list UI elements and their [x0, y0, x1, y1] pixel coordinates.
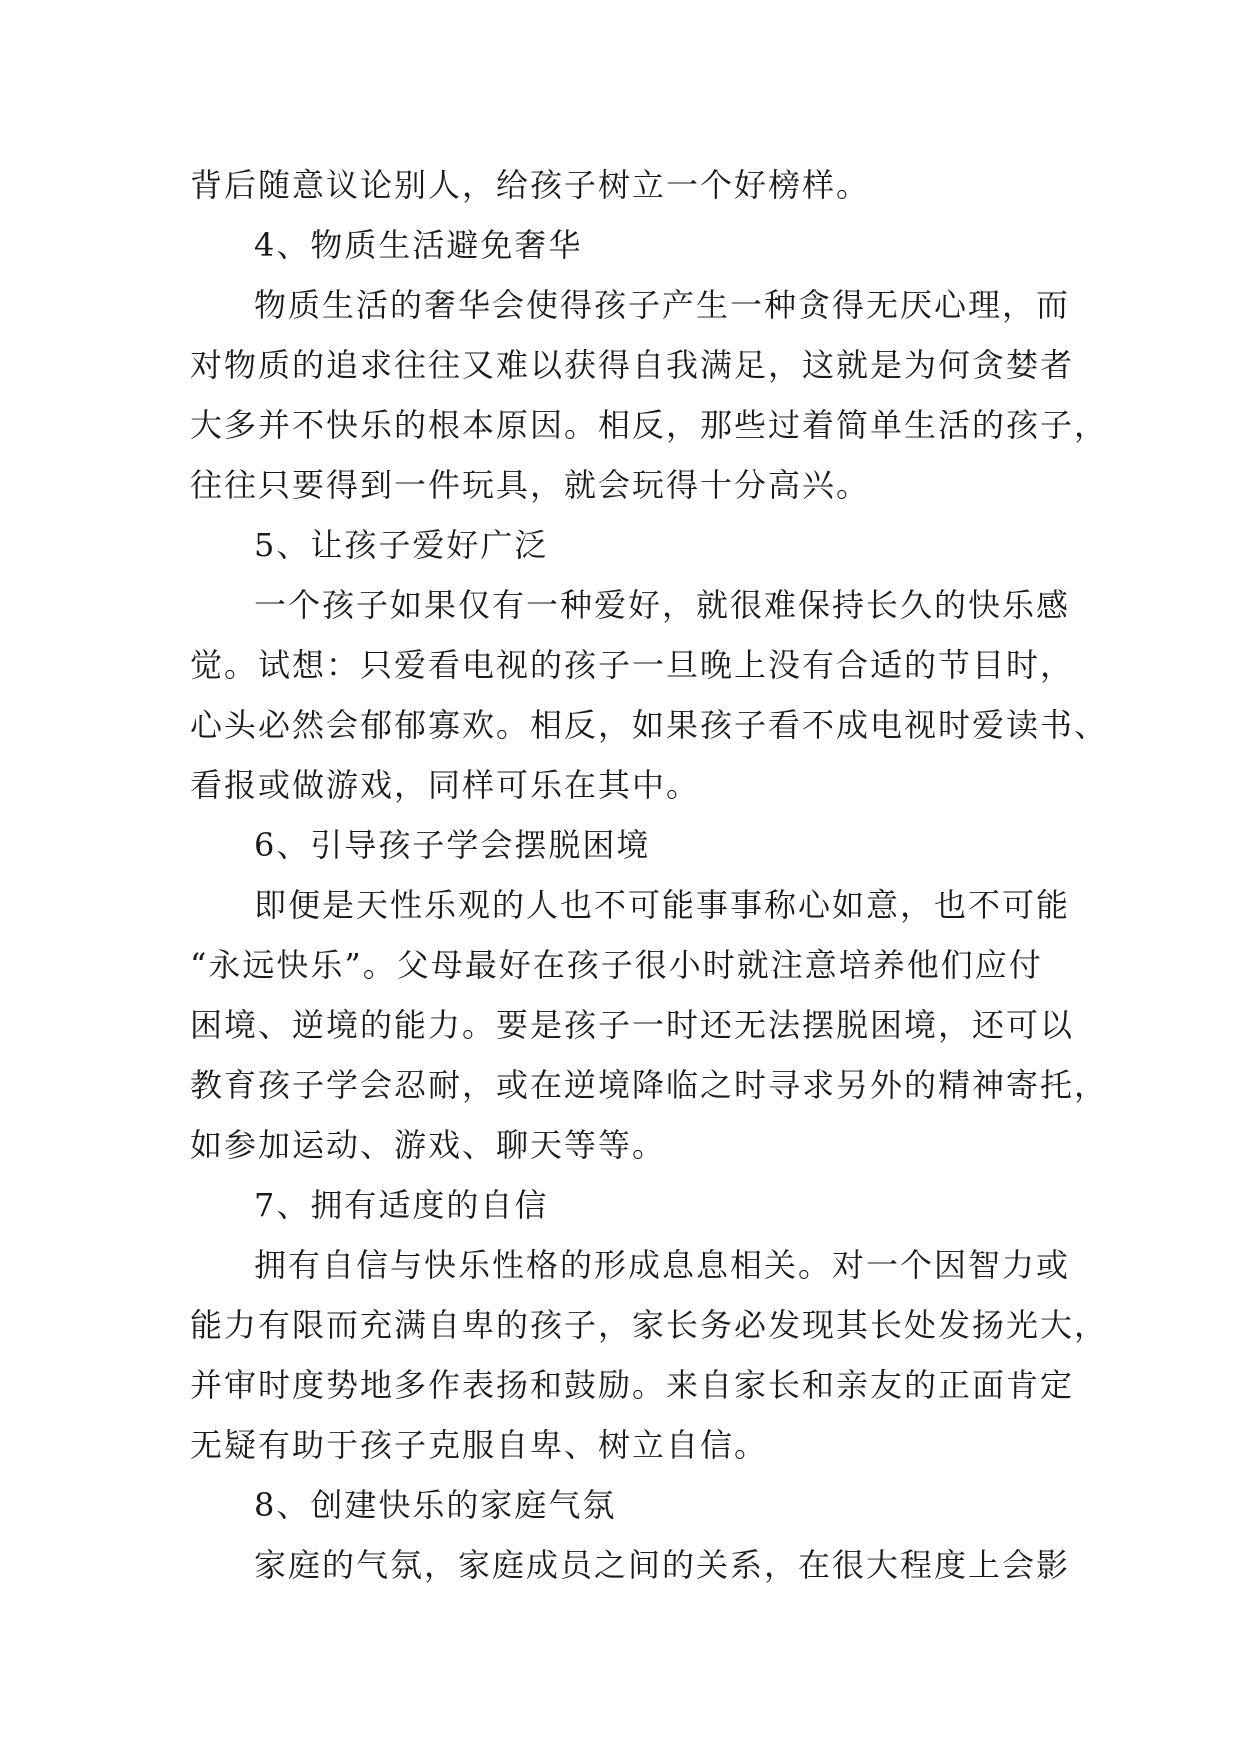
- document-body: [190, 155, 1109, 1595]
- text-line: 教育孩子学会忍耐，或在逆境降临之时寻求另外的精神寄托，: [190, 1066, 1109, 1104]
- section-heading: 4、物质生活避免奢华: [254, 226, 583, 264]
- text-line: 看报或做游戏，同样可乐在其中。: [190, 766, 701, 804]
- text-line: “永远快乐”。父母最好在孩子很小时就注意培养他们应付: [190, 946, 1043, 984]
- text-line: 一个孩子如果仅有一种爱好，就很难保持长久的快乐感: [254, 586, 1071, 624]
- text-line: 心头必然会郁郁寡欢。相反，如果孩子看不成电视时爱读书、: [190, 706, 1109, 744]
- text-line: 即便是天性乐观的人也不可能事事称心如意，也不可能: [254, 886, 1071, 924]
- text-line: 家庭的气氛，家庭成员之间的关系，在很大程度上会影: [254, 1546, 1071, 1584]
- text-line: 物质生活的奢华会使得孩子产生一种贪得无厌心理，而: [254, 286, 1071, 324]
- section-heading: 5、让孩子爱好广泛: [254, 526, 549, 564]
- text-line: 觉。试想：只爱看电视的孩子一旦晚上没有合适的节目时，: [190, 646, 1075, 684]
- text-line: 能力有限而充满自卑的孩子，家长务必发现其长处发扬光大，: [190, 1306, 1109, 1344]
- text-line: 如参加运动、游戏、聊天等等。: [190, 1126, 667, 1164]
- text-line: 对物质的追求往往又难以获得自我满足，这就是为何贪婪者: [190, 346, 1075, 384]
- text-line: 往往只要得到一件玩具，就会玩得十分高兴。: [190, 466, 871, 504]
- text-line: 大多并不快乐的根本原因。相反，那些过着简单生活的孩子，: [190, 406, 1109, 444]
- section-heading: 8、创建快乐的家庭气氛: [254, 1486, 617, 1524]
- section-heading: 6、引导孩子学会摆脱困境: [254, 826, 651, 864]
- text-line: 背后随意议论别人，给孩子树立一个好榜样。: [190, 166, 871, 204]
- text-line: 拥有自信与快乐性格的形成息息相关。对一个因智力或: [254, 1246, 1071, 1284]
- text-line: 无疑有助于孩子克服自卑、树立自信。: [190, 1426, 769, 1464]
- text-line: 并审时度势地多作表扬和鼓励。来自家长和亲友的正面肯定: [190, 1366, 1075, 1404]
- text-line: 困境、逆境的能力。要是孩子一时还无法摆脱困境，还可以: [190, 1006, 1075, 1044]
- section-heading: 7、拥有适度的自信: [254, 1186, 549, 1224]
